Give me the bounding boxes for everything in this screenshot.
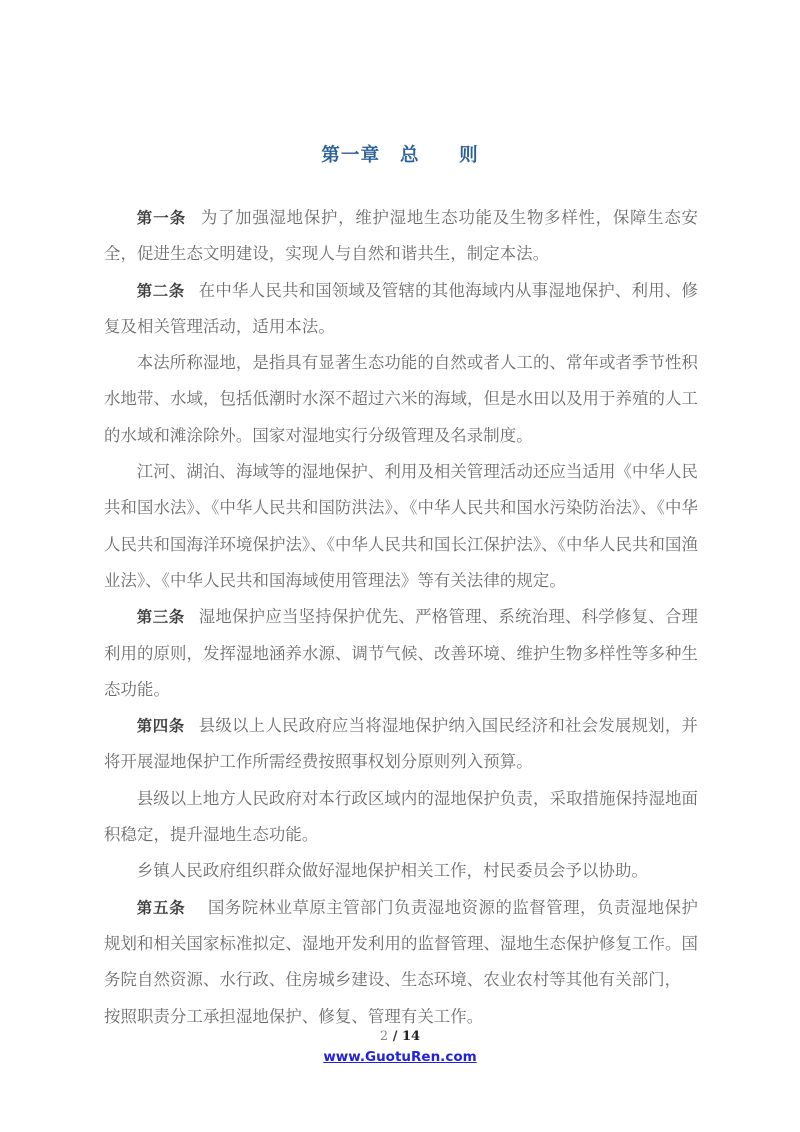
paragraph-text: 在中华人民共和国领域及管辖的其他海域内从事湿地保护、利用、修复及相关管理活动，适用本法。: [104, 280, 698, 336]
paragraph-article-4: [104, 708, 698, 781]
paragraph-text: 按照职责分工承担湿地保护、修复、管理有关工作。: [104, 1006, 484, 1026]
paragraph-related-laws: [104, 454, 698, 599]
current-page-number: 2: [379, 1029, 389, 1044]
article-label: 第四条: [136, 717, 185, 736]
chapter-title: 第一章 总 则: [321, 145, 479, 166]
paragraph-text: 江河、湖泊、海域等的湿地保护、利用及相关管理活动还应当适用《中华人民共和国水法》、《中华人民共和国防洪法》、《中华人民共和国水污染防治法》、《中华人民共和国海洋环境保护法》、《中华人民共和国长江保护法》、《中华人民共和国渔业法》、《中华人民共和国海域使用管理法》等有关法律的规定。: [104, 462, 698, 590]
paragraph-township-government: [104, 853, 698, 889]
article-label: 第五条: [136, 898, 186, 917]
page-footer: [0, 1028, 800, 1066]
article-label: 第二条: [136, 281, 185, 300]
paragraph-article-1: [104, 200, 698, 273]
document-body: [104, 200, 698, 1035]
paragraph-text: 县级以上地方人民政府对本行政区域内的湿地保护负责，采取措施保持湿地面积稳定，提升湿地生态功能。: [104, 788, 698, 845]
paragraph-article-2: [104, 273, 698, 346]
paragraph-text: 乡镇人民政府组织群众做好湿地保护相关工作，村民委员会予以协助。: [136, 861, 649, 881]
paragraph-text: 国务院林业草原主管部门负责湿地资源的监督管理，负责湿地保护规划和相关国家标准拟定、湿地开发利用的监督管理、湿地生态保护修复工作。国务院自然资源、水行政、住房城乡建设、生态环境、农业农村等其他有关部门，: [104, 897, 698, 990]
paragraph-article-3: [104, 599, 698, 708]
article-label: 第三条: [136, 608, 185, 627]
paragraph-article-5: [104, 890, 698, 999]
page-separator: /: [388, 1029, 402, 1044]
paragraph-text: 本法所称湿地，是指具有显著生态功能的自然或者人工的、常年或者季节性积水地带、水域，包括低潮时水深不超过六米的海域，但是水田以及用于养殖的人工的水域和滩涂除外。国家对湿地实行分级管理及名录制度。: [104, 353, 698, 445]
paragraph-local-government: [104, 781, 698, 854]
paragraph-text: 县级以上人民政府应当将湿地保护纳入国民经济和社会发展规划，并将开展湿地保护工作所需经费按照事权划分原则列入预算。: [104, 716, 698, 772]
total-pages: 14: [402, 1029, 421, 1044]
paragraph-text: 为了加强湿地保护，维护湿地生态功能及生物多样性，保障生态安全，促进生态文明建设，实现人与自然和谐共生，制定本法。: [104, 208, 698, 264]
page-number: [0, 1028, 800, 1046]
site-link[interactable]: www.GuotuRen.com: [323, 1049, 477, 1065]
article-label: 第一条: [136, 209, 187, 227]
paragraph-wetland-definition: [104, 345, 698, 454]
paragraph-text: 湿地保护应当坚持保护优先、严格管理、系统治理、科学修复、合理利用的原则，发挥湿地涵养水源、调节气候、改善环境、维护生物多样性等多种生态功能。: [104, 607, 698, 699]
